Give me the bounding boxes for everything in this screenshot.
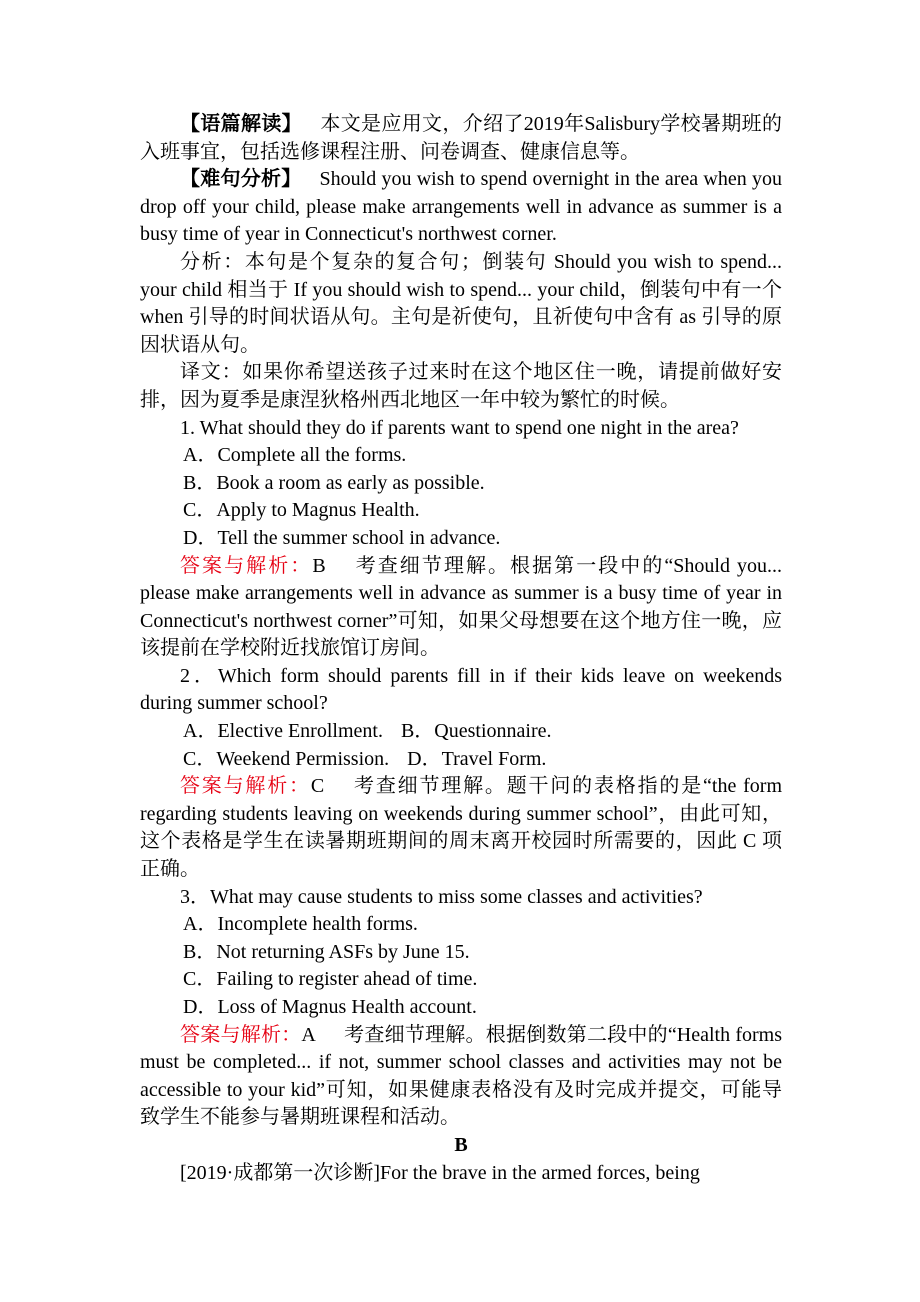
question-1-answer: [140, 553, 782, 663]
question-2-answer-letter: C: [310, 775, 325, 798]
question-3-option-b: B．Not returning ASFs by June 15.: [183, 940, 470, 963]
difficult-sentence: [140, 166, 782, 249]
difficult-sentence-text: Should you wish to spend overnight in the area when you drop off your child, please make arrangements well in advance as summer is a busy time of year in Connecticut's northwest corner.: [140, 168, 783, 246]
passage-reading: [140, 111, 782, 166]
answer-label: 答案与解析：: [180, 1023, 302, 1046]
question-1-answer-letter: B: [312, 554, 326, 577]
question-3-answer: [140, 1022, 782, 1132]
question-3-option-a: A．Incomplete health forms.: [183, 913, 418, 936]
question-3-option-c: C．Failing to register ahead of time.: [183, 968, 478, 991]
question-2-option-a: A．Elective Enrollment.: [183, 720, 383, 743]
question-1-stem: 1. What should they do if parents want to spend one night in the area?: [180, 416, 739, 439]
sentence-analysis: 分析：本句是个复杂的复合句；倒装句 Should you wish to spend... your child 相当于 If you should wish to spend... your child，倒装句中有一个 when 引导的时间状语从句。主句是祈使句，且祈使句中含有 as 引导的原因状语从句。: [140, 250, 782, 356]
question-2-option-c: C．Weekend Permission.: [183, 747, 390, 770]
sentence-translation: 译文：如果你希望送孩子过来时在这个地区住一晚，请提前做好安排，因为夏季是康涅狄格州西北地区一年中较为繁忙的时候。: [140, 361, 782, 411]
question-3-option-d: D．Loss of Magnus Health account.: [183, 996, 477, 1018]
question-2-option-b: B．Questionnaire.: [400, 720, 552, 743]
question-2-option-d: D．Travel Form.: [407, 747, 547, 770]
passage-reading-text: 本文是应用文，介绍了2019年Salisbury学校暑期班的入班事宜，包括选修课程注册、问卷调查、健康信息等。: [140, 113, 783, 163]
question-1-option-b: B．Book a room as early as possible.: [183, 471, 485, 494]
passage-reading-label: 【语篇解读】: [180, 113, 303, 135]
section-b-heading: B: [454, 1133, 468, 1156]
question-2-stem: 2．Which form should parents fill in if their kids leave on weekends during summer school?: [140, 664, 782, 715]
section-b-intro: [140, 1160, 782, 1188]
question-1-explanation: 考查细节理解。根据第一段中的“Should you... please make arrangements well in advance as summer is a busy time of year in Connecticut's northwest corner”可知，如果父母想要在这个地方住一晚，应该提前在学校附近找旅馆订房间。: [140, 554, 783, 660]
question-1-option-d: D．Tell the summer school in advance.: [183, 526, 501, 549]
question-3-explanation: 考查细节理解。根据倒数第二段中的“Health forms must be completed... if not, summer school classes and activities may not be accessible to your kid”可知，如果健康表格没有及时完成并提交，可能导致学生不能参与暑期班课程和活动。: [140, 1023, 782, 1129]
question-3-answer-letter: A: [301, 1023, 316, 1046]
section-b-text: For the brave in the armed forces, being: [379, 1161, 700, 1184]
answer-label: 答案与解析：: [180, 775, 311, 798]
question-2-options-row-2: [140, 746, 782, 774]
answer-label: 答案与解析：: [180, 554, 313, 577]
question-3-stem: 3．What may cause students to miss some classes and activities?: [180, 885, 703, 908]
question-2-explanation: 考查细节理解。题干问的表格指的是“the form regarding students leaving on weekends during summer school”，由此可知，这个表格是学生在读暑期班期间的周末离开校园时所需要的，因此 C 项正确。: [140, 775, 783, 881]
section-b-source: [2019·成都第一次诊断]: [180, 1161, 380, 1184]
difficult-sentence-label: 【难句分析】: [180, 168, 302, 191]
document-page: [140, 111, 782, 1187]
question-1-option-a: A．Complete all the forms.: [183, 444, 407, 467]
question-2-options-row-1: [140, 718, 782, 746]
question-2-answer: [140, 773, 782, 883]
question-1-option-c: C．Apply to Magnus Health.: [183, 499, 420, 522]
